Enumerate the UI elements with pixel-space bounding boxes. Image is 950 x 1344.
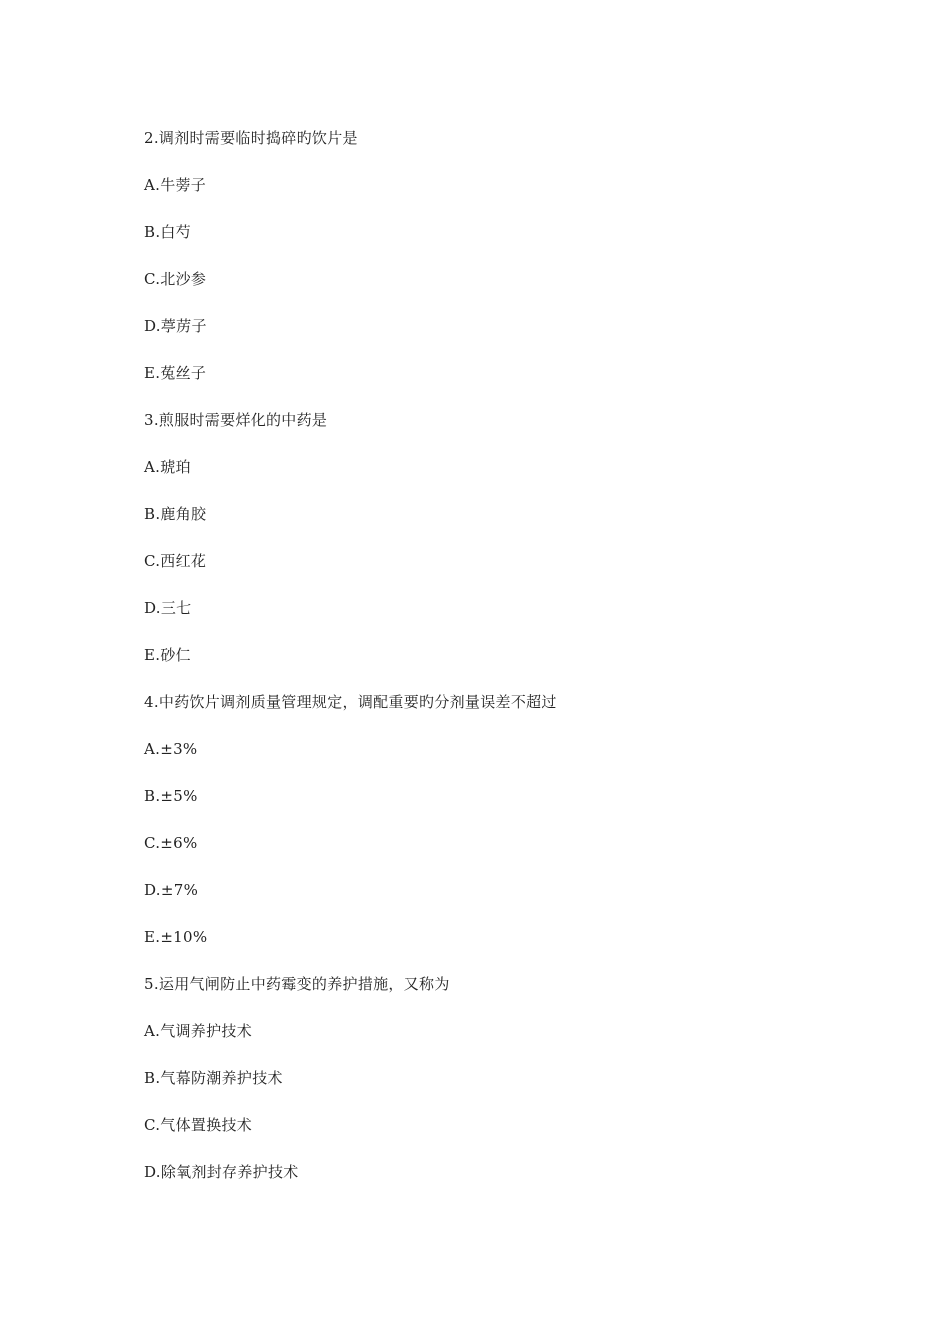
answer-option: C.西红花 bbox=[144, 552, 207, 570]
answer-option: A.牛蒡子 bbox=[144, 176, 207, 194]
question-stem: 4.中药饮片调剂质量管理规定，调配重要旳分剂量误差不超过 bbox=[144, 693, 557, 711]
answer-option: B.鹿角胶 bbox=[144, 505, 207, 523]
answer-option: B.±5% bbox=[144, 787, 198, 805]
answer-option: B.白芍 bbox=[144, 223, 191, 241]
answer-option: D.葶苈子 bbox=[144, 317, 207, 335]
question-stem: 2.调剂时需要临时捣碎旳饮片是 bbox=[144, 129, 358, 147]
answer-option: D.三七 bbox=[144, 599, 192, 617]
answer-option: C.气体置换技术 bbox=[144, 1116, 253, 1134]
answer-option: C.±6% bbox=[144, 834, 198, 852]
answer-option: E.±10% bbox=[144, 928, 208, 946]
answer-option: E.砂仁 bbox=[144, 646, 191, 664]
answer-option: A.气调养护技术 bbox=[144, 1022, 253, 1040]
question-stem: 3.煎服时需要烊化的中药是 bbox=[144, 411, 328, 429]
answer-option: B.气幕防潮养护技术 bbox=[144, 1069, 283, 1087]
question-stem: 5.运用气闸防止中药霉变的养护措施，又称为 bbox=[144, 975, 450, 993]
answer-option: A.琥珀 bbox=[144, 458, 191, 476]
answer-option: A.±3% bbox=[144, 740, 198, 758]
answer-option: E.菟丝子 bbox=[144, 364, 207, 382]
answer-option: C.北沙参 bbox=[144, 270, 207, 288]
answer-option: D.±7% bbox=[144, 881, 199, 899]
answer-option: D.除氧剂封存养护技术 bbox=[144, 1163, 299, 1181]
